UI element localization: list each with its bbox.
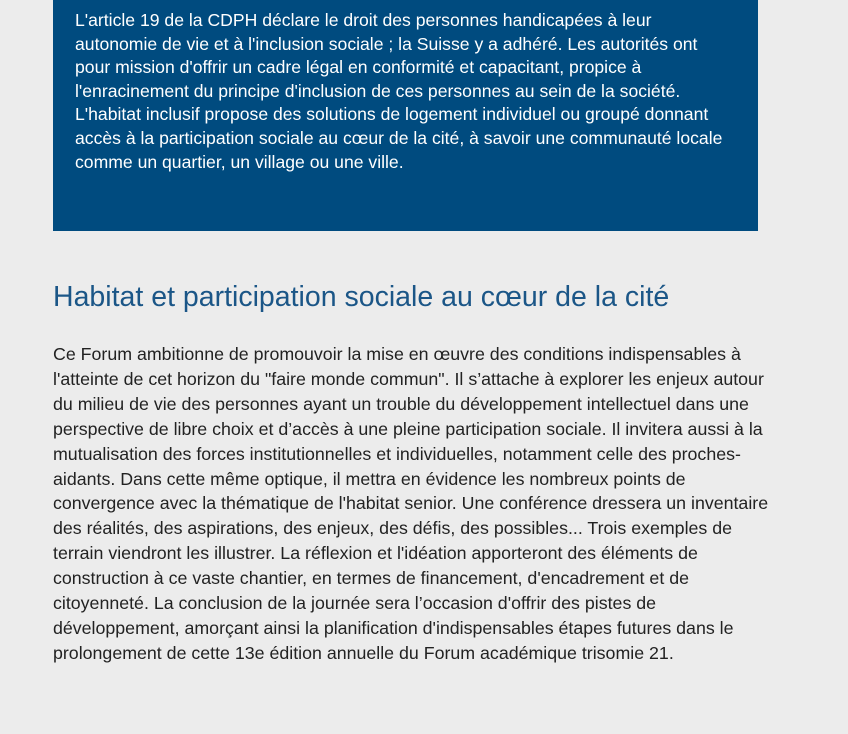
intro-box bbox=[53, 0, 758, 231]
body-paragraph: Ce Forum ambitionne de promouvoir la mise en œuvre des conditions indispensables à l'atteinte de cet horizon du "faire monde commun". Il s’attache à explorer les enjeux autour du milieu de vie des personnes ayant un trouble du développement intellectuel dans une perspective de libre choix et d’accès à une pleine participation sociale. Il invitera aussi à la mutualisation des forces institutionnelles et individuelles, notamment celle des proches-aidants. Dans cette même optique, il mettra en évidence les nombreux points de convergence avec la thématique de l'habitat senior. Une conférence dressera un inventaire des réalités, des aspirations, des enjeux, des défis, des possibles... Trois exemples de terrain viendront les illustrer. La réflexion et l'idéation apporteront des éléments de construction à ce vaste chantier, en termes de financement, d'encadrement et de citoyenneté. La conclusion de la journée sera l’occasion d'offrir des pistes de développement, amorçant ainsi la planification d'indispensables étapes futures dans le prolongement de cette 13e édition annuelle du Forum académique trisomie 21. bbox=[53, 344, 769, 663]
section-heading: Habitat et participation sociale au cœur de la cité bbox=[53, 281, 670, 313]
intro-text: L'article 19 de la CDPH déclare le droit des personnes handicapées à leur autonomie de vie et à l'inclusion sociale ; la Suisse y a adhéré. Les autorités ont pour mission d'offrir un cadre légal en conformité et capacitant, propice à l'enracinement du principe d'inclusion de ces personnes au sein de la société. L'habitat inclusif propose des solutions de logement individuel ou groupé donnant accès à la participation sociale au cœur de la cité, à savoir une communauté locale comme un quartier, un village ou une ville. bbox=[75, 10, 723, 172]
